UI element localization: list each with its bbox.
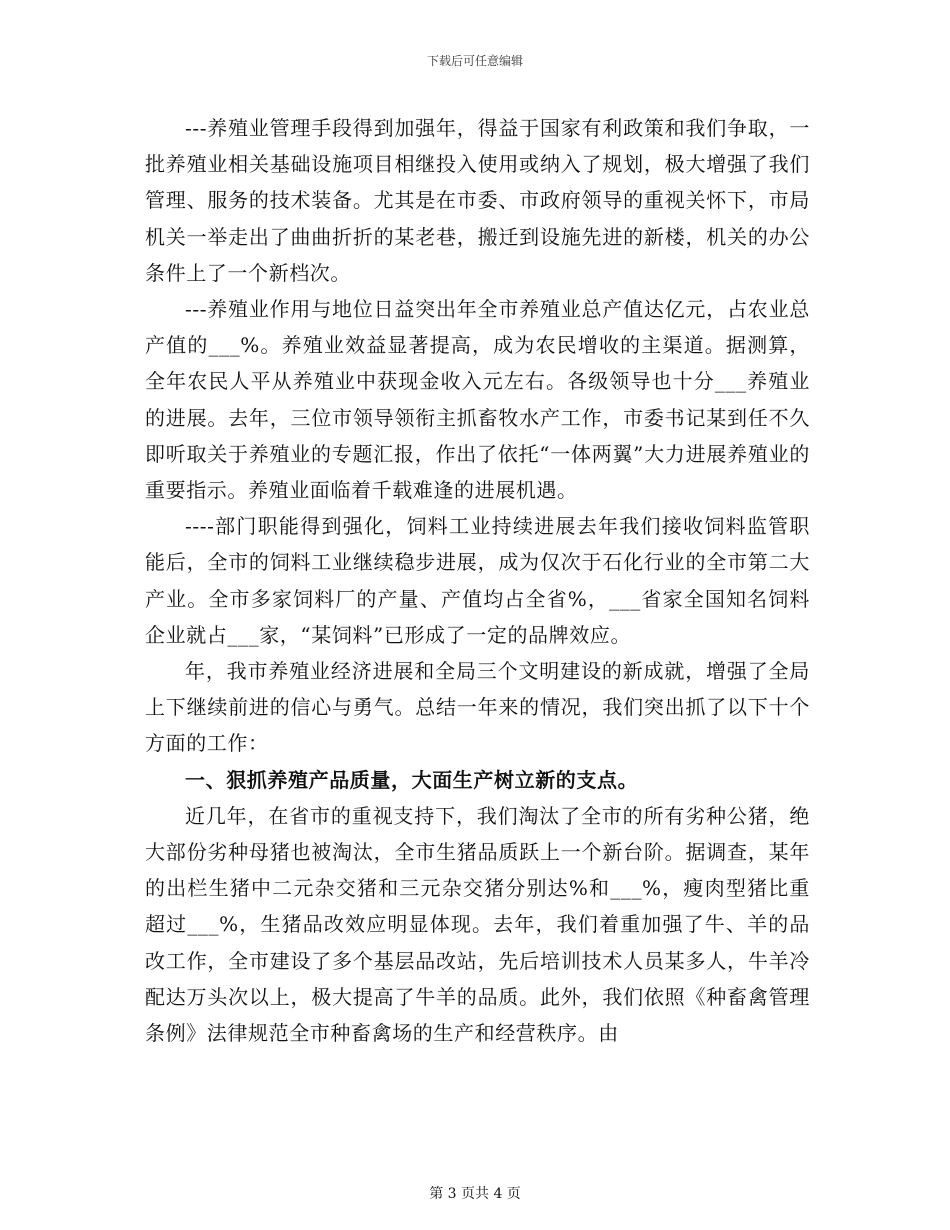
paragraph-management-means: ---养殖业管理手段得到加强年，得益于国家有利政策和我们争取，一批养殖业相关基础设施项目相继投入使用或纳入了规划，极大增强了我们管理、服务的技术装备。尤其是在市委、市政府领导的重视关怀下，市局机关一举走出了曲曲折折的某老巷，搬迁到设施先进的新楼，机关的办公条件上了一个新档次。 bbox=[145, 116, 810, 285]
paragraph-industry-status: ---养殖业作用与地位日益突出年全市养殖业总产值达亿元，占农业总产值的___%。养殖业效益显著提高，成为农民增收的主渠道。据测算，全年农民人平从养殖业中获现金收入元左右。各级领导也十分___养殖业的进展。去年，三位市领导领衔主抓畜牧水产工作，市委书记某到任不久即听取关于养殖业的专题汇报，作出了依托“一体两翼”大力进展养殖业的重要指示。养殖业面临着千载难逢的进展机遇。 bbox=[145, 297, 810, 503]
section-heading-quality: 一、狠抓养殖产品质量，大面生产树立新的支点。 bbox=[185, 767, 639, 792]
page-number: 第 3 页共 4 页 bbox=[429, 1186, 521, 1202]
body-text bbox=[145, 110, 810, 1051]
header-note: 下载后可任意编辑 bbox=[426, 54, 523, 68]
paragraph-feed-industry: ----部门职能得到强化，饲料工业持续进展去年我们接收饲料监管职能后，全市的饲料工业继续稳步进展，成为仅次于石化行业的全市第二大产业。全市多家饲料厂的产量、产值均占全省%，___省家全国知名饲料企业就占___家，“某饲料”已形成了一定的品牌效应。 bbox=[145, 514, 810, 647]
paragraph-year-summary: 年，我市养殖业经济进展和全局三个文明建设的新成就，增强了全局上下继续前进的信心与勇气。总结一年来的情况，我们突出抓了以下十个方面的工作： bbox=[145, 659, 810, 756]
paragraph-breed-improvement: 近几年，在省市的重视支持下，我们淘汰了全市的所有劣种公猪，绝大部份劣种母猪也被淘汰，全市生猪品质跃上一个新台阶。据调查，某年的出栏生猪中二元杂交猪和三元杂交猪分别达%和___%，瘦肉型猪比重超过___%，生猪品改效应明显体现。去年，我们着重加强了牛、羊的品改工作，全市建设了多个基层品改站，先后培训技术人员某多人，牛羊冷配达万头次以上，极大提高了牛羊的品质。此外，我们依照《种畜禽管理条例》法律规范全市种畜禽场的生产和经营秩序。由 bbox=[145, 803, 810, 1046]
